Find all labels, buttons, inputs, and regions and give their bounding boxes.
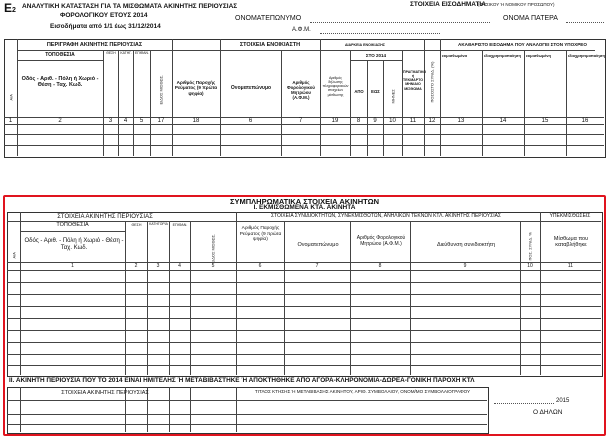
col-type-2: ΕΙΔΟΣ ΜΙΣΘΩΣ.: [210, 233, 216, 264]
col-number: 15: [541, 118, 549, 124]
section-2-title: ΙΙ. ΑΚΙΝΗΤΗ ΠΕΡΙΟΥΣΙΑ ΠΟΥ ΤΟ 2014 ΕΙΝΑΙ ΗΜΙΤΕΛΗΣ Ή ΜΕΤΑΒΙΒΑΣΤΗΚΕ Ή ΑΠΟΚΤΗΘΗΚΕ ΑΠΟ ΑΓΟΡΑ-ΚΛΗΡΟΝΟΜΙΑ-ΔΩΡΕΑ-ΓΟΝΙΚΗ ΠΑΡΟΧΗ ΚΤΛ: [9, 377, 475, 384]
col-tenant-name: Ονοματεπώνυμο: [230, 85, 272, 91]
col-rent-2: Μίσθωμα που καταβλήθηκε: [553, 236, 589, 249]
s2-title-header: ΤΙΤΛΟΣ ΚΤΗΣΗΣ Ή ΜΕΤΑΒΙΒΑΣΗΣ ΑΚΙΝΗΤΟΥ, ΑΡΙΘ. ΣΥΜΒΟΛΑΙΟΥ, ΟΝΟΜ/ΜΟ ΣΥΜΒΟΛΑΙΟΓΡΑΦΟΥ: [254, 389, 471, 394]
col-address-2: Οδός - Αριθ. - Πόλη ή Χωριό - Θέση - Ταχ. Κωδ.: [24, 238, 124, 251]
year-suffix: 2015: [556, 398, 570, 404]
form-title-line2: ΦΟΡΟΛΟΓΙΚΟΥ ΕΤΟΥΣ 2014: [60, 12, 148, 19]
col-area: ΕΠΙΦΑΝ.: [135, 51, 149, 55]
col-category: ΚΑΤΗΓ.: [120, 51, 132, 55]
group-tenant: ΣΤΟΙΧΕΙΑ ΕΝΟΙΚΙΑΣΤΗ: [239, 42, 301, 48]
group-duration: ΔΙΑΡΚΕΙΑ ΕΝΟΙΚΙΑΣΗΣ: [344, 43, 386, 47]
col-percent-2: ΠΟΣ. ΣΥΝΙΔ. %: [527, 232, 533, 261]
col-afm-2: Αριθμός Φορολογικού Μητρώου (Α.Φ.Μ.): [356, 235, 406, 247]
col-tenant-afm: Αριθμός Φορολογικού Μητρώου (Α.Φ.Μ.): [287, 80, 315, 101]
col-number: 1: [8, 118, 13, 124]
col-number: 12: [428, 118, 436, 124]
col-area-2: ΕΠΙΦΑΝ.: [172, 223, 188, 227]
divider: [482, 50, 483, 156]
divider: [7, 270, 601, 271]
col-aa: Α/Α: [8, 94, 14, 101]
col-thesi: ΘΕΣΗ: [106, 51, 116, 55]
divider: [4, 124, 604, 125]
divider: [350, 60, 402, 61]
group-income: ΑΚΑΘΑΡΙΣΤΟ ΕΙΣΟΔΗΜΑ ΠΟΥ ΑΝΑΛΟΓΕΙ ΣΤΟΝ ΥΠΟΧΡΕΟ: [458, 42, 587, 47]
father-field[interactable]: [566, 22, 604, 23]
col-number: 16: [581, 118, 589, 124]
col-meter: Αριθμός Παροχής Ρεύματος (9 πρώτα ψηφία): [174, 80, 218, 96]
col-number: 11: [409, 118, 417, 124]
col-number: 13: [457, 118, 465, 124]
afm-field[interactable]: [320, 33, 440, 34]
table-row[interactable]: [7, 306, 601, 307]
col-number: 11: [567, 263, 574, 269]
col-meter-2: Αριθμός Παροχής Ρεύματος (9 πρώτα ψηφία): [239, 226, 282, 243]
col-number: 3: [108, 118, 113, 124]
divider: [350, 221, 351, 375]
table-row[interactable]: [7, 318, 601, 319]
col-aa-2: Α/Α: [11, 252, 17, 259]
surname-label: ΟΝΟΜΑΤΕΠΩΝΥΜΟ: [235, 15, 302, 22]
col-number: 7: [298, 118, 303, 124]
surname-field[interactable]: [310, 22, 490, 23]
col-income-14: ιδιοχρησιμοποίηση: [484, 53, 521, 58]
col-income-13: εκμισθωμένα: [442, 53, 467, 58]
divider: [520, 221, 521, 375]
col-number: 9: [463, 263, 467, 269]
divider: [169, 221, 170, 375]
form-title-line1: ΑΝΑΛΥΤΙΚΗ ΚΑΤΑΣΤΑΣΗ ΓΙΑ ΤΑ ΜΙΣΘΩΜΑΤΑ ΑΚΙΝΗΤΗΣ ΠΕΡΙΟΥΣΙΑΣ: [22, 3, 238, 10]
col-number: 1: [71, 263, 74, 269]
divider: [350, 50, 351, 156]
supplementary-subtitle: Ι. ΕΚΜΙΣΘΩΜΕΝΑ ΚΤΑ. ΑΚΙΝΗΤΑ: [253, 204, 356, 211]
group-co-owners: ΣΤΟΙΧΕΙΑ ΣΥΝΙΔΙΟΚΤΗΤΩΝ, ΣΥΝΕΚΜΙΣΘΩΤΩΝ, ΑΝΗΛΙΚΩΝ ΤΕΚΝΩΝ ΚΤΛ. ΑΚΙΝΗΤΗΣ ΠΕΡΙΟΥΣΙΑΣ: [270, 213, 502, 219]
col-number: 19: [331, 118, 339, 124]
table-row[interactable]: [7, 294, 601, 295]
divider: [103, 50, 104, 156]
form-code-number: 2: [12, 7, 16, 14]
divider: [566, 50, 567, 156]
group-obligations: ΥΠΕΚΜΙΣΘΩΣΕΙΣ: [549, 213, 591, 219]
divider: [172, 39, 173, 156]
divider: [150, 50, 151, 156]
col-number: 14: [499, 118, 507, 124]
form-code: [4, 2, 16, 14]
table-row[interactable]: [7, 414, 487, 415]
col-number: 6: [258, 263, 262, 269]
location-header: ΤΟΠΟΘΕΣΙΑ: [45, 52, 75, 58]
father-label: ΟΝΟΜΑ ΠΑΤΕΡΑ: [503, 15, 558, 22]
divider: [402, 50, 403, 156]
divider: [236, 387, 237, 432]
col-category-2: ΚΑΤΗΓΟΡΙΑ: [149, 222, 168, 226]
col-percent: ΠΟΣΟΣΤΟ ΣΥΝΙΔ. (%): [429, 61, 435, 103]
col-to: ΕΩΣ: [371, 89, 380, 94]
divider: [147, 221, 148, 375]
col-contract: Αριθμός δήλωσης πληροφοριακών στοιχείων μίσθωσης: [322, 76, 349, 97]
divider: [118, 50, 119, 156]
col-address2: Διεύθυνση συνιδιοκτήτη: [436, 242, 496, 248]
col-number: 5: [139, 118, 144, 124]
col-number: 8: [378, 263, 382, 269]
afm-label: Α.Φ.Μ.: [292, 27, 311, 33]
divider: [424, 39, 425, 156]
year-2014-header: ΣΤΟ 2014: [365, 53, 387, 58]
col-number: 4: [178, 263, 181, 269]
col-number: 17: [157, 118, 165, 124]
taxpayer-title: ΣΤΟΙΧΕΙΑ ΕΙΣΟΔΗΜΑΤΙΑ: [410, 1, 486, 8]
table-row[interactable]: [4, 145, 604, 146]
table-row[interactable]: [4, 134, 604, 135]
col-number: 7: [315, 263, 319, 269]
table-row[interactable]: [7, 330, 601, 331]
divider: [367, 60, 368, 156]
col-number: 10: [389, 118, 396, 124]
divider: [320, 39, 321, 156]
divider: [281, 50, 282, 156]
divider: [17, 60, 103, 61]
group-property-description: ΠΕΡΙΓΡΑΦΗ ΑΚΙΝΗΤΗΣ ΠΕΡΙΟΥΣΙΑΣ: [46, 42, 143, 48]
divider: [133, 50, 134, 156]
col-number: 5: [211, 263, 215, 269]
col-number: 3: [156, 263, 160, 269]
divider: [220, 39, 221, 156]
divider: [17, 39, 18, 156]
col-income-16: ιδιοχρησιμοποίηση: [568, 53, 605, 58]
col-from: ΑΠΟ: [354, 89, 364, 94]
divider: [190, 221, 191, 375]
table-row[interactable]: [7, 282, 601, 283]
divider: [284, 221, 285, 375]
date-field[interactable]: [494, 403, 554, 404]
divider: [125, 221, 126, 375]
table-row[interactable]: [7, 342, 601, 343]
col-number: 6: [248, 118, 253, 124]
divider: [383, 60, 384, 156]
divider: [440, 39, 441, 156]
col-thesi-2: ΘΕΣΗ: [131, 223, 142, 227]
col-number: 18: [192, 118, 200, 124]
col-type: ΕΙΔΟΣ ΜΙΣΘΩΣ.: [158, 74, 164, 105]
col-number: 8: [356, 118, 361, 124]
divider: [7, 221, 601, 222]
col-number: 2: [58, 118, 62, 124]
col-name-2: Ονοματεπώνυμο: [297, 242, 339, 248]
form-code-letter: E: [4, 1, 13, 15]
divider: [190, 387, 191, 432]
col-number: 10: [527, 263, 533, 269]
declarant-label: Ο ΔΗΛΩΝ: [533, 409, 563, 416]
divider: [20, 231, 125, 232]
col-months: ΜΗΝΕΣ: [390, 89, 396, 104]
col-number: 4: [123, 118, 128, 124]
col-address: Οδός - Αριθ. - Πόλη ή Χωριό - Θέση - Ταχ. Κωδ.: [21, 76, 99, 89]
col-income-15: εκμισθωμένη: [526, 53, 551, 58]
divider: [410, 221, 411, 375]
location-header-2: ΤΟΠΟΘΕΣΙΑ: [56, 222, 89, 228]
col-number: 2: [134, 263, 138, 269]
divider: [7, 400, 487, 401]
col-rent: ΠΡΑΓΜΑΤΙΚΟ ή ΤΕΚΜΑΡΤΟ ΜΗΝΙΑΙΟ ΜΙΣΘΩΜΑ: [403, 70, 427, 91]
group-property: ΣΤΟΙΧΕΙΑ ΑΚΙΝΗΤΗΣ ΠΕΡΙΟΥΣΙΑΣ: [57, 214, 153, 220]
s2-property-header: ΣΤΟΙΧΕΙΑ ΑΚΙΝΗΤΗΣ ΠΕΡΙΟΥΣΙΑΣ: [61, 390, 149, 396]
form-period: Εισοδήματα από 1/1 έως 31/12/2014: [50, 23, 161, 30]
col-number: 9: [373, 118, 377, 124]
divider: [524, 50, 525, 156]
table-row[interactable]: [7, 424, 487, 425]
supplementary-title: ΣΥΜΠΛΗΡΩΜΑΤΙΚΑ ΣΤΟΙΧΕΙΑ ΑΚΙΝΗΤΩΝ: [229, 197, 380, 206]
table-row[interactable]: [7, 354, 601, 355]
table-row[interactable]: [7, 365, 601, 366]
taxpayer-subtitle: (ΦΥΣΙΚΟΥ Ή ΝΟΜΙΚΟΥ ΠΡΟΣΩΠΟΥ): [478, 2, 555, 7]
